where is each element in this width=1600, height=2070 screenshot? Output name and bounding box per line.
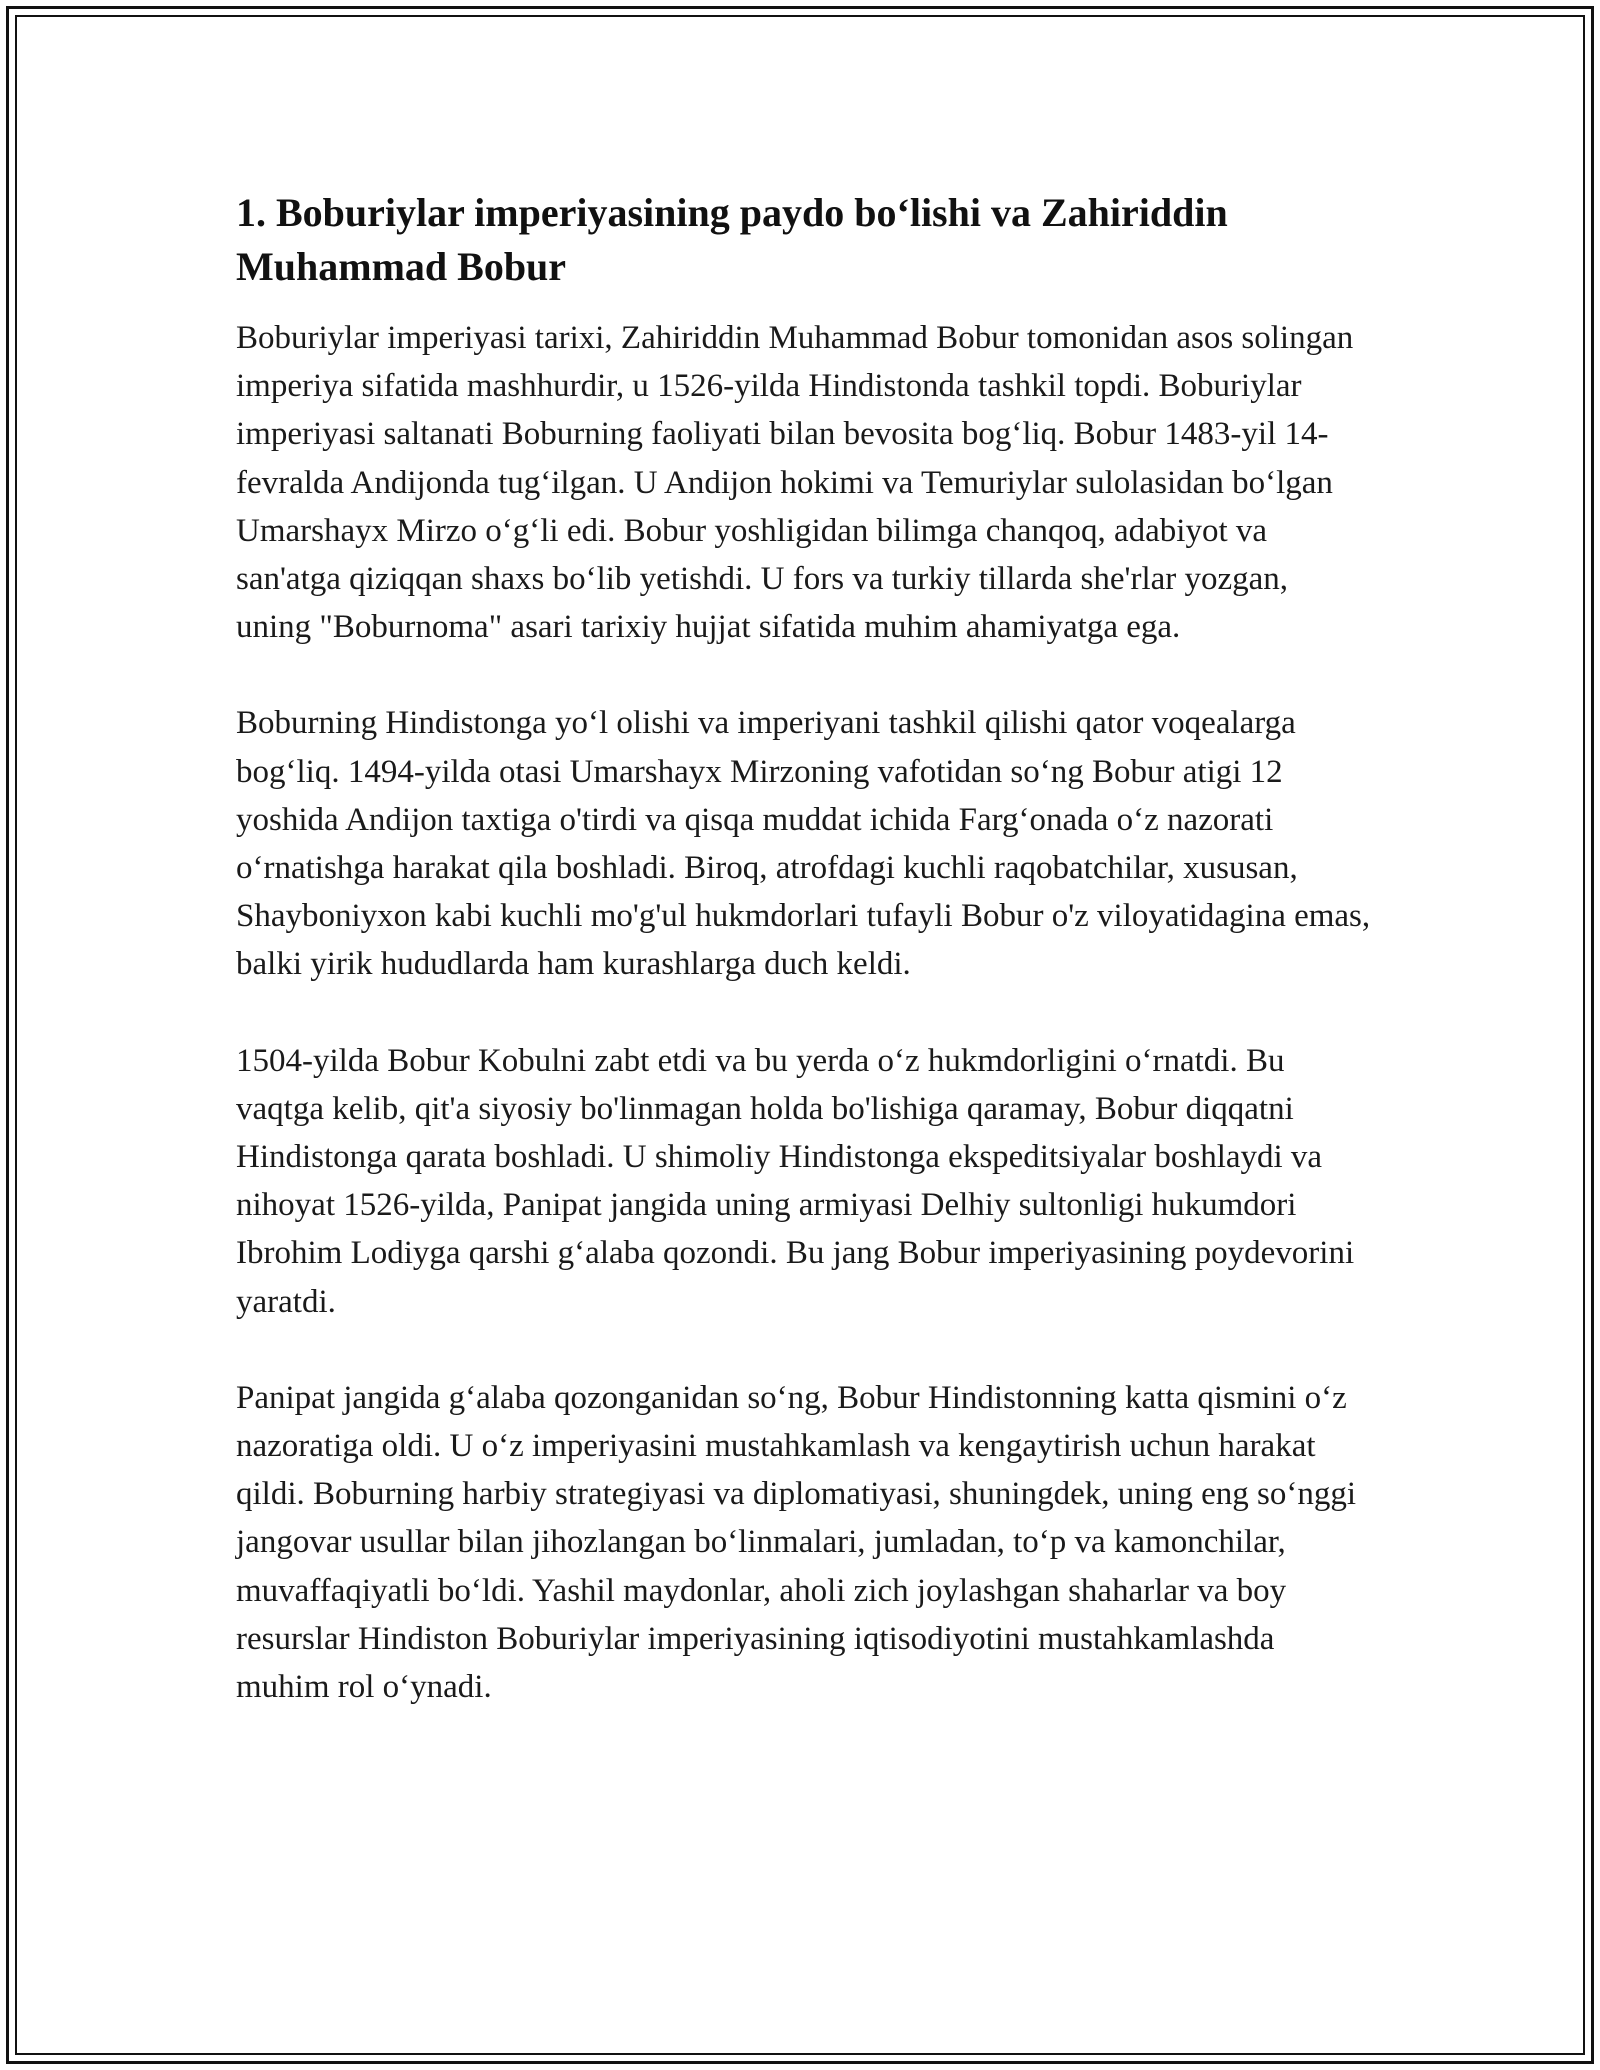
paragraph-2: Boburning Hindistonga yo‘l olishi va imperiyani tashkil qilishi qator voqealarga bog‘liq. 1494-yilda otasi Umarshayx Mirzoning vafotidan so‘ng Bobur atigi 12 yoshida Andijon taxtiga o'tirdi va qisqa muddat ichida Farg‘onada o‘z nazorati o‘rnatishga harakat qila boshladi. Biroq, atrofdagi kuchli raqobatchilar, xususan, Shayboniyxon kabi kuchli mo'g'ul hukmdorlari tufayli Bobur o'z viloyatidagina emas, balki yirik hududlarda ham kurashlarga duch keldi. (236, 705, 1371, 983)
paragraph-3: 1504-yilda Bobur Kobulni zabt etdi va bu yerda o‘z hukmdorligini o‘rnatdi. Bu vaqtga kelib, qit'a siyosiy bo'linmagan holda bo'lishiga qaramay, Bobur diqqatni Hindistonga qarata boshladi. U shimoliy Hindistonga ekspeditsiyalar boshlaydi va nihoyat 1526-yilda, Panipat jangida uning armiyasi Delhiy sultonligi hukumdori Ibrohim Lodiyga qarshi g‘alaba qozondi. Bu jang Bobur imperiyasining poydevorini yaratdi. (236, 1042, 1355, 1320)
paragraph-4: Panipat jangida g‘alaba qozonganidan so‘ng, Bobur Hindistonning katta qismini o‘z nazoratiga oldi. U o‘z imperiyasini mustahkamlash va kengaytirish uchun harakat qildi. Boburning harbiy strategiyasi va diplomatiyasi, shuningdek, uning eng so‘nggi jangovar usullar bilan jihozlangan bo‘linmalari, jumladan, to‘p va kamonchilar, muvaffaqiyatli bo‘ldi. Yashil maydonlar, aholi zich joylashgan shaharlar va boy resurslar Hindiston Boburiylar imperiyasining iqtisodiyotini mustahkamlashda muhim rol o‘ynadi. (236, 1379, 1357, 1706)
document-body (236, 186, 1371, 1759)
paragraph-1: Boburiylar imperiyasi tarixi, Zahiriddin Muhammad Bobur tomonidan asos solingan imperiya sifatida mashhurdir, u 1526-yilda Hindistonda tashkil topdi. Boburiylar imperiyasi saltanati Boburning faoliyati bilan bevosita bog‘liq. Bobur 1483-yil 14-fevralda Andijonda tug‘ilgan. U Andijon hokimi va Temuriylar sulolasidan bo‘lgan Umarshayx Mirzo o‘g‘li edi. Bobur yoshligidan bilimga chanqoq, adabiyot va san'atga qiziqqan shaxs bo‘lib yetishdi. U fors va turkiy tillarda she'rlar yozgan, uning "Boburnoma" asari tarixiy hujjat sifatida muhim ahamiyatga ega. (236, 320, 1354, 646)
section-heading: 1. Boburiylar imperiyasining paydo bo‘lishi va Zahiriddin Muhammad Bobur (236, 190, 1228, 289)
